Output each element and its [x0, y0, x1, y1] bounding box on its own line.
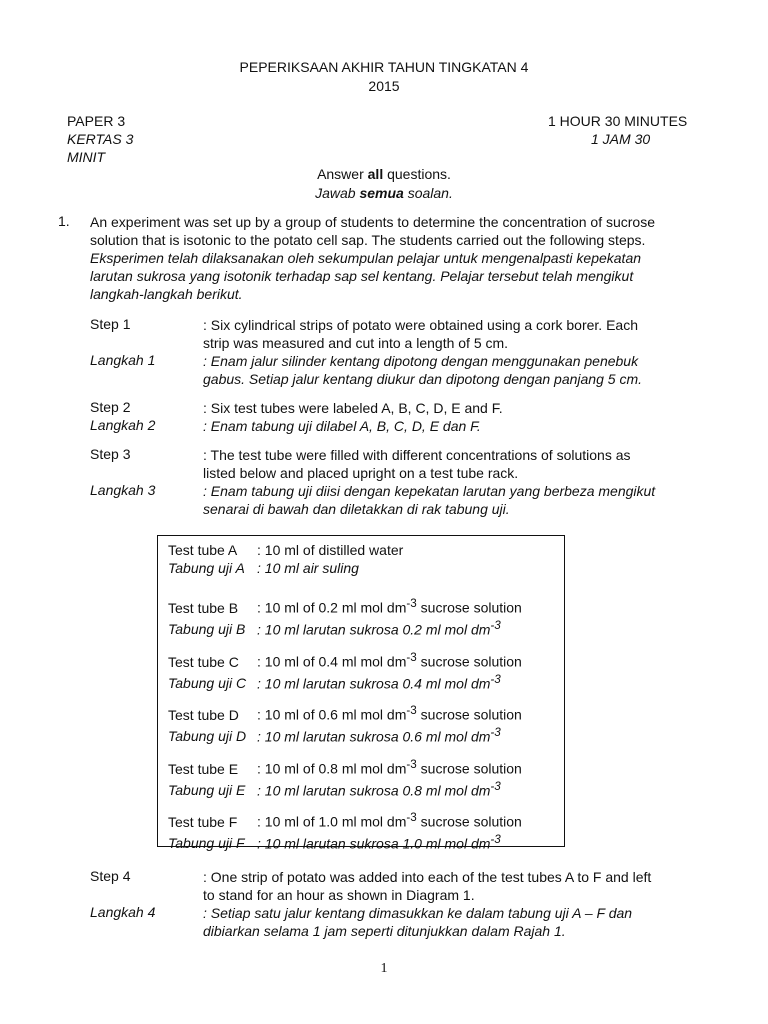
duration-ms-cont: MINIT [67, 149, 106, 165]
question-ms-line: langkah-langkah berikut. [90, 286, 243, 302]
tube-a [168, 541, 558, 577]
step-text-line: : Enam jalur silinder kentang dipotong dengan menggunakan penebuk [203, 353, 639, 369]
question-stem [90, 213, 710, 303]
step-4-label-ms: Langkah 4 [90, 904, 156, 920]
exponent: -3 [406, 704, 417, 717]
step-text-line: : Setiap satu jalur kentang dimasukkan ke dalam tabung uji A – F dan [203, 905, 633, 921]
step-3-label-ms: Langkah 3 [90, 482, 156, 498]
instruction-ms-bold: semua [359, 185, 404, 201]
step-text-line: listed below and placed upright on a test tube rack. [203, 465, 519, 481]
exponent: -3 [406, 758, 417, 771]
exponent: -3 [490, 672, 501, 686]
step-text-line: : The test tube were filled with different concentrations of solutions as [203, 447, 631, 463]
step-1-label: Step 1 [90, 316, 131, 332]
step-4-text [203, 868, 703, 940]
step-2-label: Step 2 [90, 399, 131, 415]
paper-label-ms: KERTAS 3 [67, 131, 134, 147]
instruction-en-post: questions. [383, 166, 451, 182]
tube-e [168, 756, 558, 799]
question-en-line: An experiment was set up by a group of students to determine the concentration of sucrose [90, 214, 655, 230]
tube-label-ms: Tabung uji D [168, 728, 247, 745]
tube-desc-ms: : 10 ml larutan sukrosa 1.0 ml mol dm [257, 835, 491, 852]
instruction-en-bold: all [367, 166, 384, 182]
step-2-label-ms: Langkah 2 [90, 417, 156, 433]
tube-desc: : 10 ml of 0.2 ml mol dm [257, 599, 407, 616]
question-en-line: solution that is isotonic to the potato cell sap. The students carried out the following steps. [90, 232, 646, 248]
exponent: -3 [406, 597, 417, 610]
duration-ms: 1 JAM 30 [591, 131, 651, 147]
tube-desc-ms: : 10 ml larutan sukrosa 0.2 ml mol dm [257, 621, 491, 638]
tube-label-ms: Tabung uji A [168, 560, 245, 576]
step-text-line: senarai di bawah dan diletakkan di rak tabung uji. [203, 501, 510, 517]
step-text-line: to stand for an hour as shown in Diagram 1. [203, 887, 475, 903]
tube-label-ms: Tabung uji F [168, 835, 245, 852]
step-text-line: : Enam tabung uji dilabel A, B, C, D, E dan F. [203, 418, 481, 434]
step-1-label-ms: Langkah 1 [90, 352, 156, 368]
tube-label-ms: Tabung uji B [168, 621, 246, 638]
page-number: 1 [380, 961, 388, 976]
duration-en: 1 HOUR 30 MINUTES [548, 113, 688, 129]
step-2-text [203, 399, 703, 435]
paper-label-en: PAPER 3 [67, 113, 126, 129]
tube-label-ms: Tabung uji C [168, 675, 247, 692]
tube-label: Test tube F [168, 813, 238, 830]
tube-label: Test tube E [168, 760, 239, 777]
exponent: -3 [490, 618, 501, 632]
tube-desc: : 10 ml of distilled water [257, 542, 404, 558]
tube-desc-ms: : 10 ml larutan sukrosa 0.8 ml mol dm [257, 782, 491, 799]
step-text-line: : One strip of potato was added into each of the test tubes A to F and left [203, 869, 652, 885]
tube-label: Test tube D [168, 706, 239, 723]
tube-desc-ms: : 10 ml air suling [257, 560, 359, 576]
tube-desc-tail: sucrose solution [416, 760, 522, 777]
exponent: -3 [406, 811, 417, 824]
step-text-line: gabus. Setiap jalur kentang diukur dan dipotong dengan panjang 5 cm. [203, 371, 642, 387]
tube-c [168, 649, 558, 692]
step-1-text [203, 316, 703, 388]
question-number: 1. [58, 213, 70, 229]
tube-label-ms: Tabung uji E [168, 782, 246, 799]
exponent: -3 [490, 725, 501, 739]
step-3-label: Step 3 [90, 446, 131, 462]
step-4-label: Step 4 [90, 868, 131, 884]
tube-desc: : 10 ml of 0.6 ml mol dm [257, 706, 407, 723]
tube-label: Test tube A [168, 542, 238, 558]
tube-b [168, 595, 558, 638]
exam-year: 2015 [368, 78, 400, 94]
instruction-ms [0, 185, 768, 201]
step-text-line: dibiarkan selama 1 jam seperti ditunjukkan dalam Rajah 1. [203, 923, 566, 939]
instruction-en-pre: Answer [317, 166, 368, 182]
step-text-line: : Six test tubes were labeled A, B, C, D, E and F. [203, 400, 503, 416]
tube-desc: : 10 ml of 1.0 ml mol dm [257, 813, 407, 830]
instruction-ms-post: soalan. [403, 185, 453, 201]
tube-desc-ms: : 10 ml larutan sukrosa 0.6 ml mol dm [257, 728, 491, 745]
test-tube-list-box [157, 535, 565, 852]
tube-f [168, 809, 558, 852]
exam-title: PEPERIKSAAN AKHIR TAHUN TINGKATAN 4 [239, 59, 529, 75]
question-ms-line: larutan sukrosa yang isotonik terhadap sap sel kentang. Pelajar tersebut telah mengikut [90, 268, 634, 284]
question-ms-line: Eksperimen telah dilaksanakan oleh sekumpulan pelajar untuk mengenalpasti kepekatan [90, 250, 642, 266]
instruction-ms-pre: Jawab [315, 185, 360, 201]
tube-desc: : 10 ml of 0.8 ml mol dm [257, 760, 407, 777]
exponent: -3 [490, 779, 501, 793]
tube-desc-tail: sucrose solution [416, 653, 522, 670]
tube-desc-ms: : 10 ml larutan sukrosa 0.4 ml mol dm [257, 675, 491, 692]
step-text-line: : Enam tabung uji diisi dengan kepekatan larutan yang berbeza mengikut [203, 483, 656, 499]
step-text-line: strip was measured and cut into a length of 5 cm. [203, 335, 509, 351]
instruction-en [0, 166, 768, 182]
exponent: -3 [490, 832, 501, 846]
tube-desc-tail: sucrose solution [416, 813, 522, 830]
tube-desc-tail: sucrose solution [416, 599, 522, 616]
exponent: -3 [406, 651, 417, 664]
tube-d [168, 702, 558, 745]
tube-label: Test tube B [168, 599, 239, 616]
step-text-line: : Six cylindrical strips of potato were obtained using a cork borer. Each [203, 317, 638, 333]
tube-desc-tail: sucrose solution [416, 706, 522, 723]
tube-label: Test tube C [168, 653, 239, 670]
step-3-text [203, 446, 703, 518]
tube-desc: : 10 ml of 0.4 ml mol dm [257, 653, 407, 670]
